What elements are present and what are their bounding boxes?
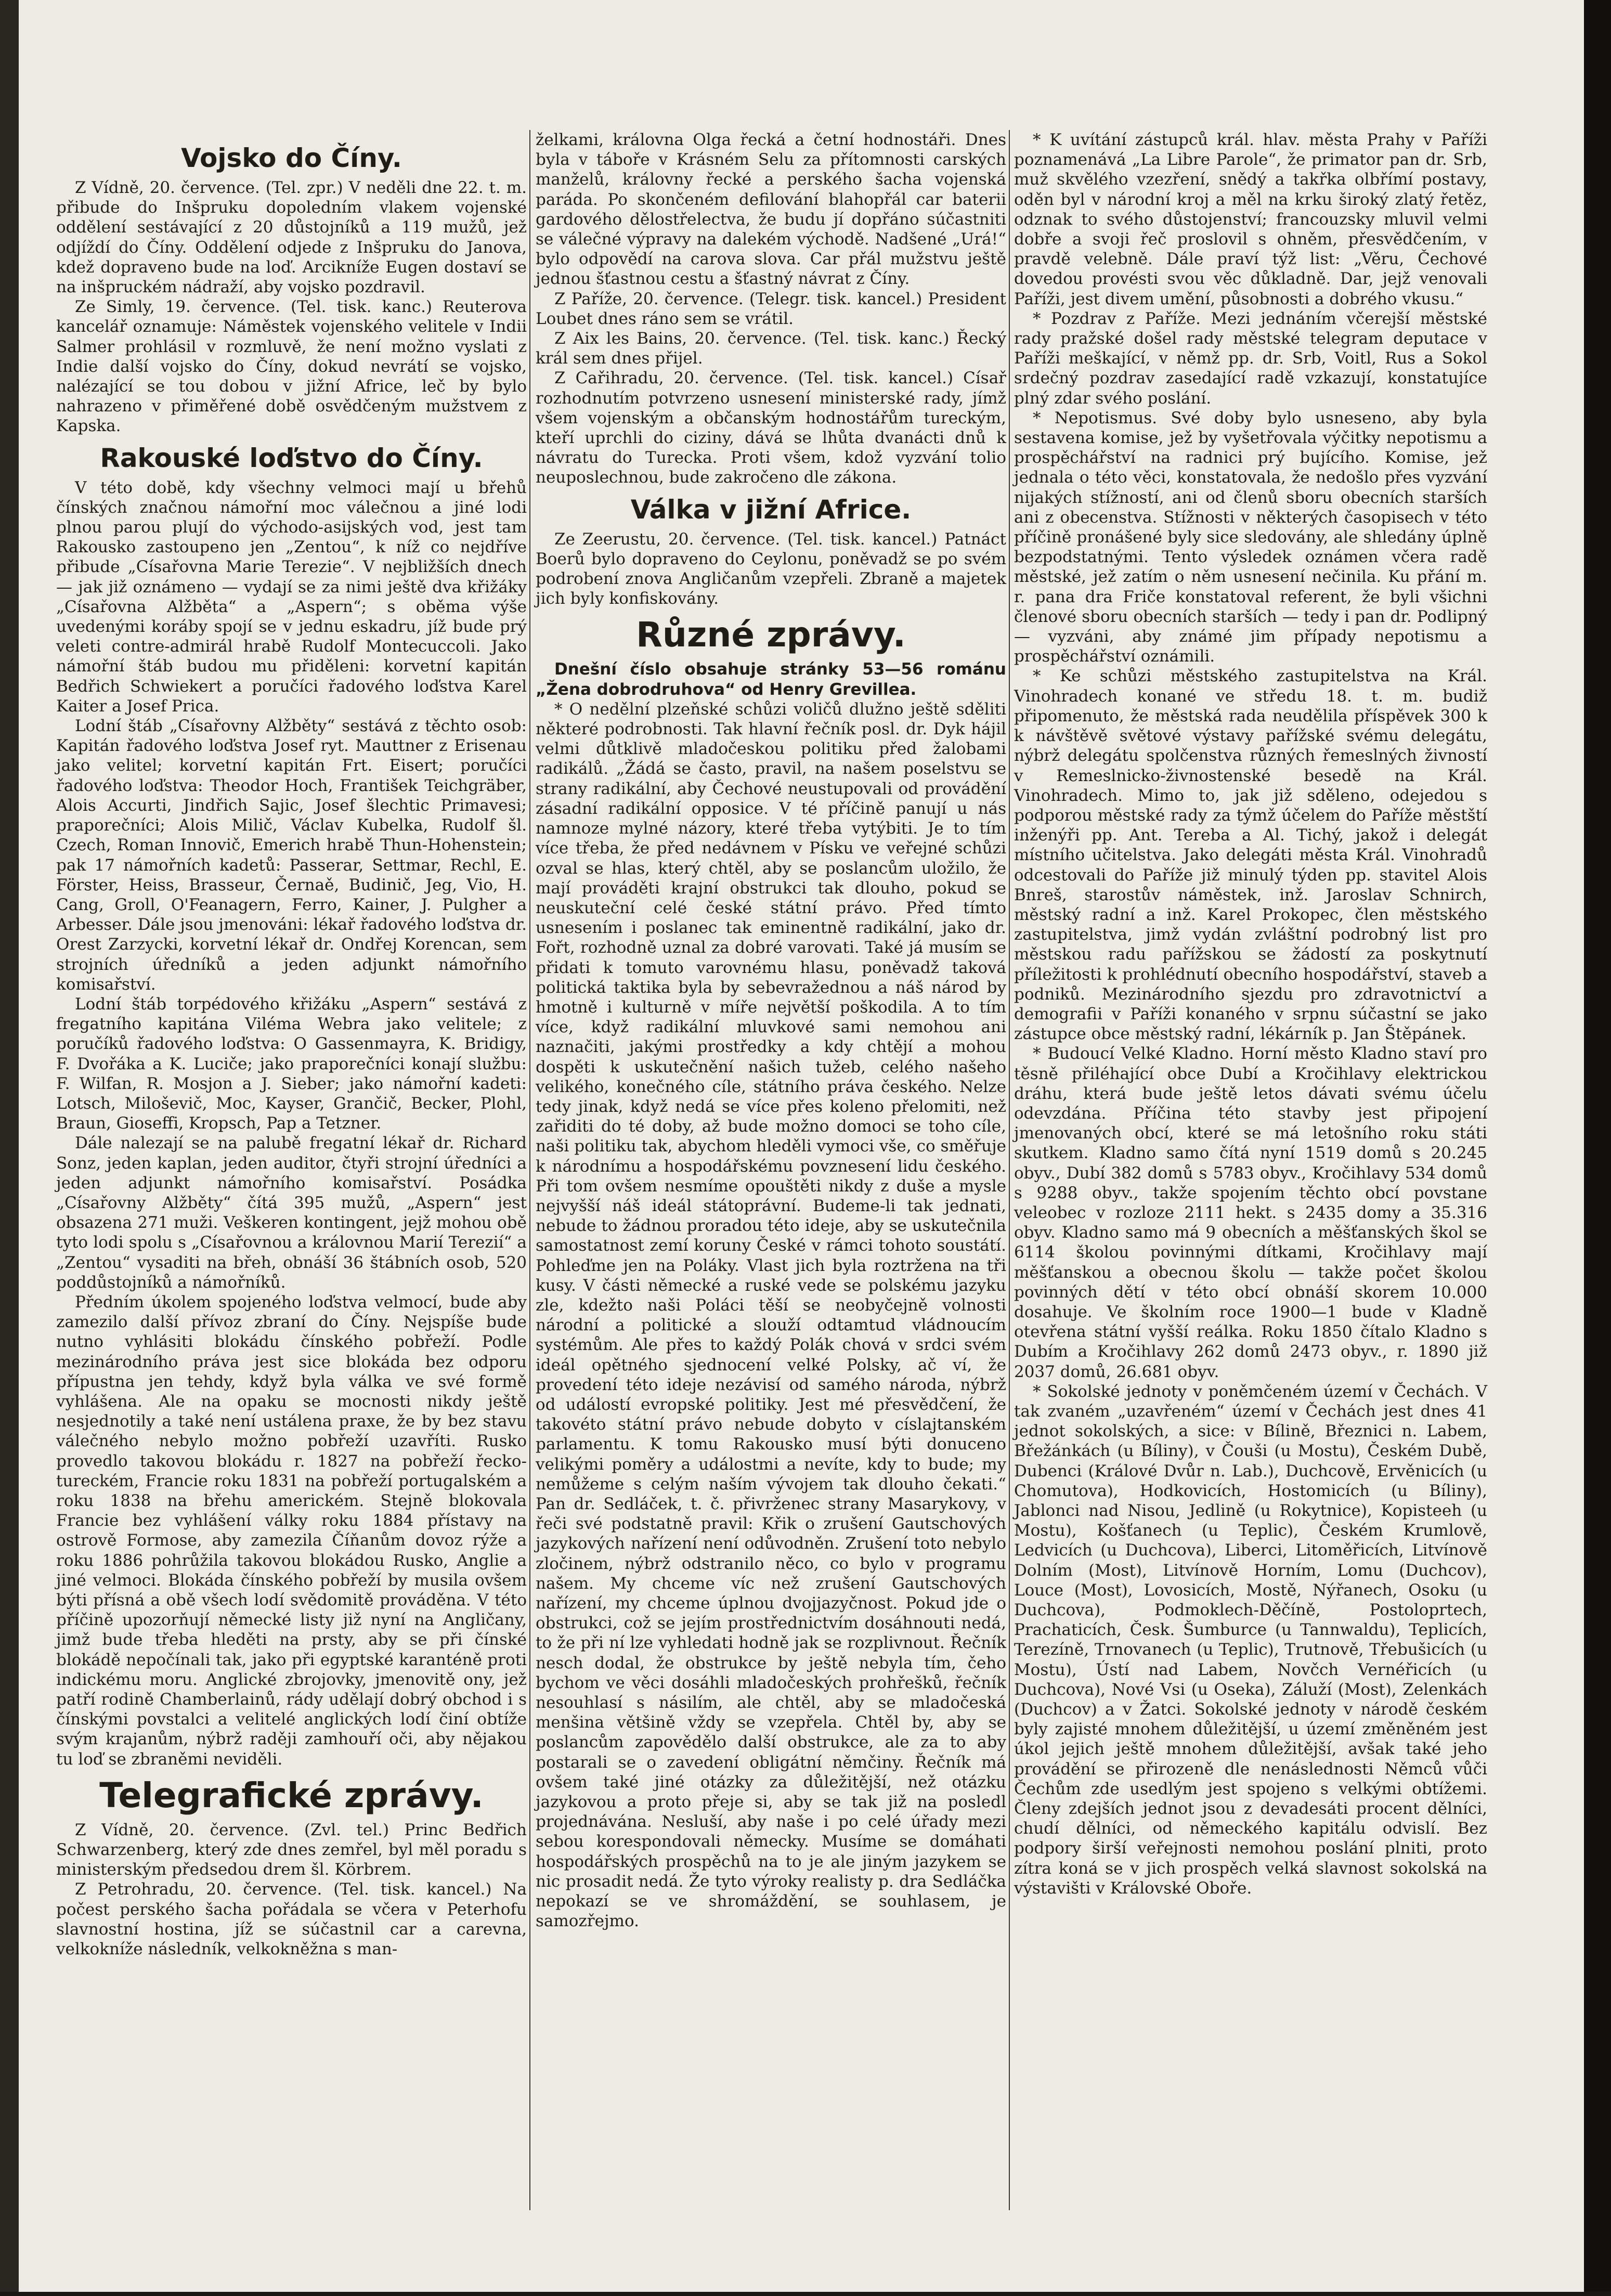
article-paragraph: Předním úkolem spojeného loďstva velmocí, bude aby zamezilo další přívoz zbraní do Číny. Nejspíše bude nutno vyhlásiti blokádu čínského pobřeží. Podle mezinárodního práva jest sice blokáda bez odporu přípustna jen tehdy, když byla válka ve své formě vyhlášena. Ale na opaku se mocnosti nikdy ještě nesjednotily a také není ustálena praxe, že by bez stavu válečného nebylo možno pobřeží uzavříti. Rusko provedlo takovou blokádu r. 1827 na pobřeží řecko-tureckém, Francie roku 1831 na pobřeží portugalském a roku 1838 na břehu americkém. Stejně blokovala Francie bez vyhlášení války roku 1884 přístavy na ostrově Formose, aby zamezila Číňanům dovoz rýže a roku 1886 pohrůžila takovou blokádou Rusko, Anglie a jiné velmoci. Blokáda čínského pobřeží by musila ovšem býti přísná a obě všech lodí svědomitě prováděna. V této příčině upozorňují německé listy již nyní na Angličany, jimž bude třeba hleděti na prsty, aby se při čínské blokádě nepočínali tak, jako při egyptské karanténě proti indickému moru. Anglické zbrojovky, jmenovitě ony, jež patří rodině Chamberlainů, rády udělají dobrý obchod i s čínskými povstalci a velitelé anglických lodí činí obtíže svým krajanům, nýbrž raději zamhouří oči, aby nějakou tu loď se zbraněmi neviděli. (56, 1292, 527, 1769)
column-3 (1014, 130, 1487, 1898)
article-paragraph: Z Cařihradu, 20. července. (Tel. tisk. kancel.) Císař rozhodnutím potvrzeno usnesení ministerské rady, jímž všem vojenským a občanským hodnostářům tureckým, kteří uprchli do ciziny, dává se lhůta dvanácti dnů k návratu do Turecka. Proti všem, kdož vyzvání tolio neuposlechnou, bude zakročeno dle zákona. (536, 369, 1006, 487)
headline-ruzne-zpravy: Různé zprávy. (636, 615, 906, 655)
article-paragraph: Ze Simly, 19. července. (Tel. tisk. kanc.) Reuterova kancelář oznamuje: Náměstek vojenského velitele v Indii Salmer prohlásil v rozmluvě, že není možno vyslati z Indie další vojsko do Číny, dokud nevrátí se vojsko, nalézající se tou dobou v jižní Africe, leč by bylo nahrazeno v přiměřené době osvědčeným mužstvem z Kapska. (56, 297, 527, 436)
column-1 (56, 136, 527, 1959)
news-item: * Budoucí Velké Kladno. Horní město Kladno staví pro těsně přiléhající obce Dubí a Kročihlavy elektrickou dráhu, která bude ještě letos dávati svému účelu odevzdána. Příčina této stavby jest připojení jmenovaných obcí, které se má letošního roku státi skutkem. Kladno samo čítá nyní 1519 domů s 20.245 obyv., Dubí 382 domů s 5783 obyv., Kročihlavy 534 domů s 9288 obyv., takže spojením těchto obcí povstane veleobec v rozloze 2111 hekt. s 2435 domy a 35.316 obyv. Kladno samo má 9 obecních a měšťanských škol se 6114 školou povinnými dítkami, Kročihlavy mají měšťanskou a obecnou školu — takže počet školou povinných dětí v této obcí obnáší skorem 10.000 dosahuje. Ve školním roce 1900—1 bude v Kladně otevřena státní vyšší reálka. Roku 1850 čítalo Kladno s Dubím a Kročihlavy 262 domů 2473 obyv., r. 1890 již 2037 domů, 26.681 obyv. (1014, 1044, 1487, 1381)
headline-valka-v-jizni-africe: Válka v jižní Africe. (630, 494, 912, 525)
column-rule-1 (529, 130, 530, 2210)
article-paragraph: Z Vídně, 20. července. (Zvl. tel.) Princ Bedřich Schwarzenberg, který zde dnes zemřel, byl měl poradu s ministerským předsedou drem šl. Körbrem. (56, 1820, 527, 1879)
article-paragraph: Z Petrohradu, 20. července. (Tel. tisk. kancel.) Na počest perského šacha pořádala se včera v Peterhofu slavnostní hostina, jíž se súčastnil car a carevna, velkokníže následník, velkokněžna s man- (56, 1880, 527, 1959)
headline-telegraficke-zpravy: Telegrafické zprávy. (99, 1775, 484, 1815)
scan-edge-right (1584, 0, 1611, 2296)
news-item: * K uvítání zástupců král. hlav. města Prahy v Paříži poznamenává „La Libre Parole“, že primator pan dr. Srb, muž skvělého vzezření, snědý a takřka olbřímí postavy, oděn byl v národní kroj a měl na krku široký zlatý řetěz, odznak to svého důstojenství; francouzsky mluvil velmi dobře a svoji řeč proslovil s ohněm, přesvědčením, v pravdě velebně. Dále praví týž list: „Věru, Čechové dovedou provésti svou věc důkladně. Dar, jejž venovali Paříži, jest divem umění, působnosti a dobrého vkusu.“ (1014, 131, 1487, 308)
column-rule-2 (1009, 130, 1010, 2210)
article-paragraph: Lodní štáb „Císařovny Alžběty“ sestává z těchto osob: Kapitán řadového loďstva Josef ryt. Mauttner z Erisenau jako velitel; korvetní kapitán Frt. Eisert; poručíci řadového loďstva: Theodor Hoch, František Teichgräber, Alois Accurti, Jindřich Sajic, Josef šlechtic Primavesi; praporečníci; Alois Milič, Václav Kubelka, Rudolf šl. Czech, Roman Innovič, Emerich hrabě Thun-Hohenstein; pak 17 námořních kadetů: Passerar, Settmar, Rechl, E. Förster, Heiss, Brasseur, Černaě, Budinič, Jeg, Vio, H. Cang, Groll, O'Feanagern, Ferro, Kainer, J. Pulgher a Arbesser. Dále jsou jmenováni: lékař řadového loďstva dr. Orest Zarzycki, korvetní lékař dr. Ondřej Korencan, sem strojních úředníků a jeden adjunkt námořního komisařství. (56, 717, 527, 994)
news-item: * Nepotismus. Své doby bylo usneseno, aby byla sestavena komise, jež by vyšetřovala výčitky nepotismu a prospěchářství na radnici prý bujícího. Komise, jež jednala o této věci, konstatovala, že nedošlo přes vyzvání nijakých stížností, ani od členů sboru obecních starších ani z obecenstva. Stížnosti v některých časopisech v této příčině pronášené byly sice sledovány, ale shledány úplně bezpodstatnými. Tento výsledek oznámen včera radě městské, jež zatím o něm usnesení nečinila. Ku přání m. r. pana dra Friče konstatoval referent, že byli všichni členové sboru obecních starších — tedy i pan dr. Podlipný — vyzváni, aby známé jim případy nepotismu a prospěchářství oznámili. (1014, 408, 1487, 666)
article-paragraph: Dále nalezají se na palubě fregatní lékař dr. Richard Sonz, jeden kaplan, jeden auditor, čtyři strojní úředníci a jeden adjunkt námořního komisařství. Posádka „Císařovny Alžběty“ čítá 395 mužů, „Aspern“ jest obsazena 271 muži. Veškeren kontingent, jejž mohou obě tyto lodi spolu s „Císařovnou a královnou Marií Terezií“ a „Zentou“ vysaditi na břeh, obnáší 36 štábních osob, 520 poddůstojníků a námořníků. (56, 1134, 527, 1292)
column-2 (536, 130, 1006, 1931)
article-paragraph: * O nedělní plzeňské schůzi voličů dlužno ještě sděliti některé podrobnosti. Tak hlavní řečník posl. dr. Dyk hájil velmi důtklivě mladočeskou politiku před žalobami radikálů. „Žádá se často, pravil, na našem poselstvu se strany radikální, aby Čechové neustupovali od provádění zásadní radikální opposice. V té příčině panují u nás namnoze mylné názory, které třeba vytýbiti. Je to tím více třeba, že před nedávnem v Písku ve veřejné schůzi ozval se hlas, který chtěl, aby se poslancům uložilo, že mají prováděti krajní obstrukci tak dlouho, pokud se neuskuteční celé české státní právo. Před tímto usnesením i poslanec tak eminentně radikální, jako dr. Fořt, rozhodně uznal za dobré varovati. Také já musím se přidati k tomuto varovnému hlasu, poněvadž taková politická taktika byla by sebevražednou a náš národ by hmotně i kulturně v míře největší poškodila. A to tím více, když radikální mluvkové sami nemohou ani naznačiti, jakými prostředky a kdy chtějí a mohou dospěti k uskutečnění našich tužeb, celého našeho velikého, konečného cíle, státního práva českého. Nelze tedy jinak, když nedá se více přes koleno přelomiti, než zařiditi do té doby, až bude možno domoci se toho cíle, naši politiku tak, abychom hleděli vymoci vše, co směřuje k národnímu a hospodářskému povznesení lidu českého. Při tom ovšem nesmíme opouštěti nikdy z duše a mysle nejvyšší náš ideál státoprávní. Budeme-li tak jednati, nebude to žádnou proradou této ideje, aby se uskutečnila samostatnost zemí koruny České v rámci tohoto soustátí. Pohleďme jen na Poláky. Vlast jich byla roztržena na tři kusy. V části německé a ruské vede se polskému jazyku zle, kdežto naši Poláci těší se neobyčejně volnosti národní a politické a slouží odtamtud vládnoucím systémům. Ale přes to každý Polák chová v srdci svém ideál opětného sjednocení velké Polsky, ač ví, že provedení této ideje nezávisí od samého národa, nýbrž od událostí evropské politiky. Jest mé přesvědčení, že takovéto státní právo nebude dobyto v císlajtanském parlamentu. K tomu Rakousko musí býti donuceno velikými poměry a událostmi a nevíte, kdy to bude; my nemůžeme s celým naším vývojem tak dlouho čekati.“ Pan dr. Sedláček, t. č. přivrženec strany Masarykovy, v řeči své podstatně pravil: Křik o zrušení Gautschových jazykových nařízení není odůvodněn. Zrušení toto nebylo zločinem, nýbrž odstranilo něco, co bylo v programu našem. My chceme víc než zrušení Gautschových nařízení, my chceme úplnou dvojjazyčnost. Pokud jde o obstrukci, což se jejím prostřednictvím dosáhnouti nedá, to že při ní lze vyhledati hodně jak se rozplivnout. Řečník nesch dodal, že obstrukce by ještě nebyla tím, čeho bychom ve věci dosáhli mladočeských prohřešků, řečník nesouhlasí s násilím, ale chtěl, aby se mladočeská menšina většině vždy se vzepřela. Chtěl by, aby se poslancům zapovědělo další obstrukce, ale za to aby postarali se o zavedení obligátní němčiny. Řečník má ovšem také jiné otázky za důležitější, než otázku jazykovou a proto přeje si, aby se tak již na posledl projednávána. Nesluší, aby naše i po celé úřady mezi sebou korespondovali německy. Musíme se domáhati hospodářských prospěchů na to je ale jiným jazykem se nic prosadit nedá. Že tyto výroky realisty p. dra Sedláčka nepokazí se ve shromáždění, se souhlasem, je samozřejmo. (536, 699, 1006, 1931)
article-paragraph: Lodní štáb torpédového křižáku „Aspern“ sestává z fregatního kapitána Viléma Webra jako velitele; z poručíků řadového loďstva: O Gassenmayra, K. Bridigy, F. Dvořáka a K. Luciče; jako praporečníci konají službu: F. Wilfan, R. Mosjon a J. Sieber; jako námořní kadeti: Lotsch, Miloševič, Moc, Kayser, Grančič, Becker, Plohl, Braun, Gioseffi, Kropsch, Pap a Tetzner. (56, 994, 527, 1133)
news-item: * Ke schůzi městského zastupitelstva na Král. Vinohradech konané ve středu 18. t. m. budiž připomenuto, že městská rada neudělila příspěvek 300 k k návštěvě světové výstavy pařížské svému delegátu, nýbrž delegátu spolčenstva různých řemeslných živností v Remeslnicko-živnostenské besedě na Král. Vinohradech. Mimo to, jak již sděleno, odejedou s podporou městské rady za týmž účelem do Paříže městští inženýři pp. Ant. Tereba a Al. Tichý, jakož i delegát místního učitelstva. Jako delegáti města Král. Vinohradů odcestovali do Paříže již minulý týden pp. stavitel Alois Bnreš, starostův náměstek, inž. Jaroslav Schnirch, městský radní a inž. Karel Prokopec, člen městského zastupitelstva, jimž vydán zvláštní podrobný list pro městskou radu pařížskou se žádostí za poskytnutí příležitosti k prohlédnutí obecního hospodářství, staveb a podniků. Mezinárodního sjezdu pro zdravotnictví a demografii v Paříži konaného v srpnu súčastní se jako zástupce obce městský radní, lékárník p. Jan Štěpánek. (1014, 667, 1487, 1044)
scan-edge-left (0, 0, 19, 2296)
headline-rakouske-lodstvo: Rakouské loďstvo do Číny. (100, 443, 483, 473)
news-item: * Sokolské jednoty v poněmčeném území v Čechách. V tak zvaném „uzavřeném“ území v Čechách jest dnes 41 jednot sokolských, a sice: v Bílině, Březnici n. Labem, Břežánkách (u Bíliny), v Čouši (u Mostu), Českém Dubě, Dubenci (Králové Dvůr n. Lab.), Duchcově, Ervěnicích (u Chomutova), Hodkovicích, Hostomicích (u Bíliny), Jablonci nad Nisou, Jedlině (u Rokytnice), Kopisteeh (u Mostu), Košťanech (u Teplic), Českém Krumlově, Ledvicích (u Duchcova), Liberci, Litoměřicích, Litvínově Dolním (Most), Litvínově Horním, Lomu (Duchcov), Louce (Most), Lovosicích, Mostě, Nýřanech, Osoku (u Duchcova), Podmoklech-Děčíně, Postoloprtech, Prachaticích, Česk. Šumburce (u Tannwaldu), Teplicích, Terezíně, Trnovanech (u Teplic), Trutnově, Třebušicích (u Mostu), Ústí nad Labem, Novčch Vernéřicích (u Duchcova), Nové Vsi (u Oseka), Záluží (Most), Zelenkách (Duchcov) a v Žatci. Sokolské jednoty v národě českém byly zajisté mnohem důležitější, u území změněném jest úkol jejich ještě mnohem důležitější, avšak také jeho provádění se přirozeně dle nenáslednosti Němců vůči Čechům zde usedlým jest spojeno s velkými obtížemi. Členy zdejších jednot jsou z devadesáti procent dělníci, chudí dělníci, od německého kapitálu odvislí. Bez podpory širší veřejnosti nemohou poslání plniti, proto zítra koná se v jich prospěch velká slavnost sokolská na výstavišti v Královské Oboře. (1014, 1382, 1487, 1898)
scan-edge-bottom (0, 2292, 1611, 2296)
article-paragraph: Z Aix les Bains, 20. července. (Tel. tisk. kanc.) Řecký král sem dnes přijel. (536, 329, 1006, 368)
article-paragraph: V této době, kdy všechny velmoci mají u břehů čínských značnou námořní moc válečnou a jiné lodi plnou parou plují do východo-asijských vod, jest tam Rakousko zastoupeno jen „Zentou“, k níž co nejdříve přibude „Císařovna Marie Terezie“. V nejbližších dnech — jak již oznámeno — vydají se za nimi ještě dva křižáky „Císařovna Alžběta“ a „Aspern“; s oběma výše uvedenými koráby spojí se v jednu eskadru, jíž bude prý veleti contre-admirál hrabě Rudolf Montecuccoli. Jako námořní štáb budou mu přiděleni: korvetní kapitán Bedřich Schwiekert a poručíci řadového loďstva Karel Kaiter a Josef Prica. (56, 478, 527, 716)
article-paragraph: želkami, královna Olga řecká a četní hodnostáři. Dnes byla v táboře v Krásném Selu za přítomnosti carských manželů, královny řecké a perského šacha vojenská paráda. Po skončeném defilování blahopřál car baterii gardového dělostřelectva, že budu jí dopřáno súčastniti se válečné výpravy na dalekém východě. Nadšené „Urá!“ bylo odpovědí na carova slova. Car přál mužstvu ještě jednou šťastnou cestu a šťastný návrat z Číny. (536, 131, 1006, 289)
news-item: * Pozdrav z Paříže. Mezi jednáním včerejší městské rady pražské došel rady městské telegram deputace v Paříži meškající, v němž pp. dr. Srb, Voitl, Rus a Sokol srdečný pozdrav zasedající radě vzkazují, konstatujíce plný zdar svého poslání. (1014, 309, 1487, 408)
article-paragraph: Z Paříže, 20. července. (Telegr. tisk. kancel.) President Loubet dnes ráno sem se vrátil. (536, 289, 1006, 328)
article-paragraph: Ze Zeerustu, 20. července. (Tel. tisk. kancel.) Patnáct Boerů bylo dopraveno do Ceylonu, poněvadž se po svém podrobení znova Angličanům vzepřeli. Zbraně a majetek jich byly konfiskovány. (536, 529, 1006, 608)
article-paragraph: Z Vídně, 20. července. (Tel. zpr.) V neděli dne 22. t. m. přibude do Inšpruku dopoledním vlakem vojenské oddělení sestávající z 20 důstojníků a 119 mužů, jež odjíždí do Číny. Oddělení odjede z Inšpruku do Janova, kdež dopraveno bude na loď. Arcikníže Eugen dostaví se na inšpruckém nádraží, aby vojsko pozdravil. (56, 178, 527, 297)
headline-vojsko-do-ciny: Vojsko do Číny. (181, 143, 402, 173)
novel-notice: Dnešní číslo obsahuje stránky 53—56 románu „Žena dobrodruhova“ od Henry Grevillea. (536, 660, 1006, 699)
